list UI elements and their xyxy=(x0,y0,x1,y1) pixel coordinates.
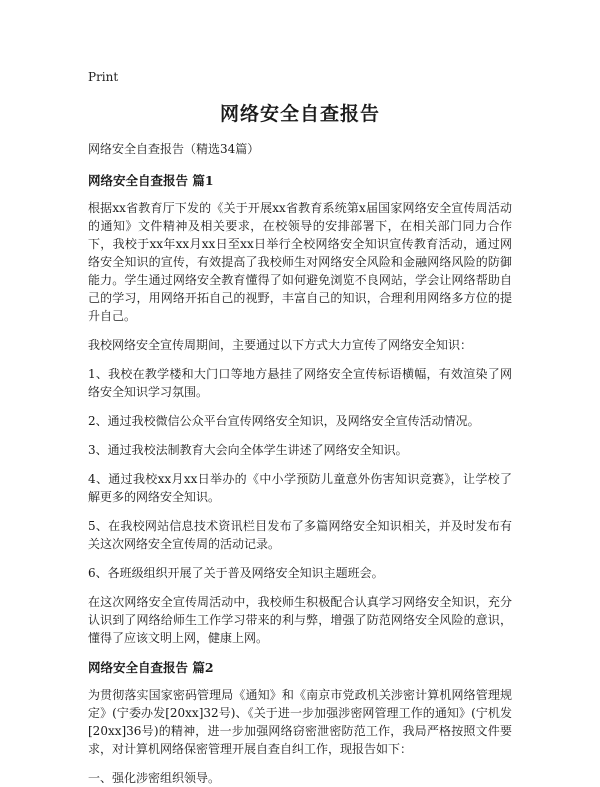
paragraph: 我校网络安全宣传周期间，主要通过以下方式大力宣传了网络安全知识： xyxy=(88,338,473,352)
section-heading: 网络安全自查报告 篇2 xyxy=(88,660,214,675)
section-1 xyxy=(88,171,512,647)
print-label[interactable]: Print xyxy=(88,70,119,84)
paragraph: 一、强化涉密组织领导。 xyxy=(88,771,221,785)
list-item: 4、通过我校xx月xx日举办的《中小学预防儿童意外伤害知识竞赛》，让学校了解更多的网络安全知识。 xyxy=(88,472,512,504)
list-item: 2、通过我校微信公众平台宣传网络安全知识，及网络安全宣传活动情况。 xyxy=(88,414,480,428)
section-heading: 网络安全自查报告 篇1 xyxy=(88,173,214,188)
list-item: 5、在我校网站信息技术资讯栏目发布了多篇网络安全知识相关，并及时发布有关这次网络安全宣传周的活动记录。 xyxy=(88,519,512,551)
document-title: 网络安全自查报告 xyxy=(219,103,380,125)
list-item: 6、各班级组织开展了关于普及网络安全知识主题班会。 xyxy=(88,566,384,580)
paragraph: 根据xx省教育厅下发的《关于开展xx省教育系统第x届国家网络安全宣传周活动的通知》文件精神及相关要求，在校领导的安排部署下，在相关部门同力合作下，我校于xx年xx月xx日至xx日举行全校网络安全知识宣传教育活动，通过网络安全知识的宣传，有效提高了我校师生对网络安全风险和金融网络风险的防御能力。学生通过网络安全教育懂得了如何避免浏览不良网站，学会让网络帮助自己的学习，用网络开拓自己的视野，丰富自己的知识，合理利用网络多方位的提升自己。 xyxy=(88,201,512,323)
paragraph: 在这次网络安全宣传周活动中，我校师生积极配合认真学习网络安全知识，充分认识到了网络给师生工作学习带来的利与弊，增强了防范网络安全风险的意识，懂得了应该文明上网，健康上网。 xyxy=(88,595,512,645)
list-item: 1、我校在教学楼和大门口等地方悬挂了网络安全宣传标语横幅，有效渲染了网络安全知识学习氛围。 xyxy=(88,367,512,399)
list-item: 3、通过我校法制教育大会向全体学生讲述了网络安全知识。 xyxy=(88,443,408,457)
section-2 xyxy=(88,658,512,787)
document-subtitle: 网络安全自查报告（精选34篇） xyxy=(88,142,260,156)
paragraph: 为贯彻落实国家密码管理局《通知》和《南京市党政机关涉密计算机网络管理规定》(宁委办发[20xx]32号)、《关于进一步加强涉密网管理工作的通知》(宁机发[20xx]36号)的精神，进一步加强网络窃密泄密防范工作，我局严格按照文件要求，对计算机网络保密管理开展自查自纠工作，现报告如下： xyxy=(88,688,512,756)
